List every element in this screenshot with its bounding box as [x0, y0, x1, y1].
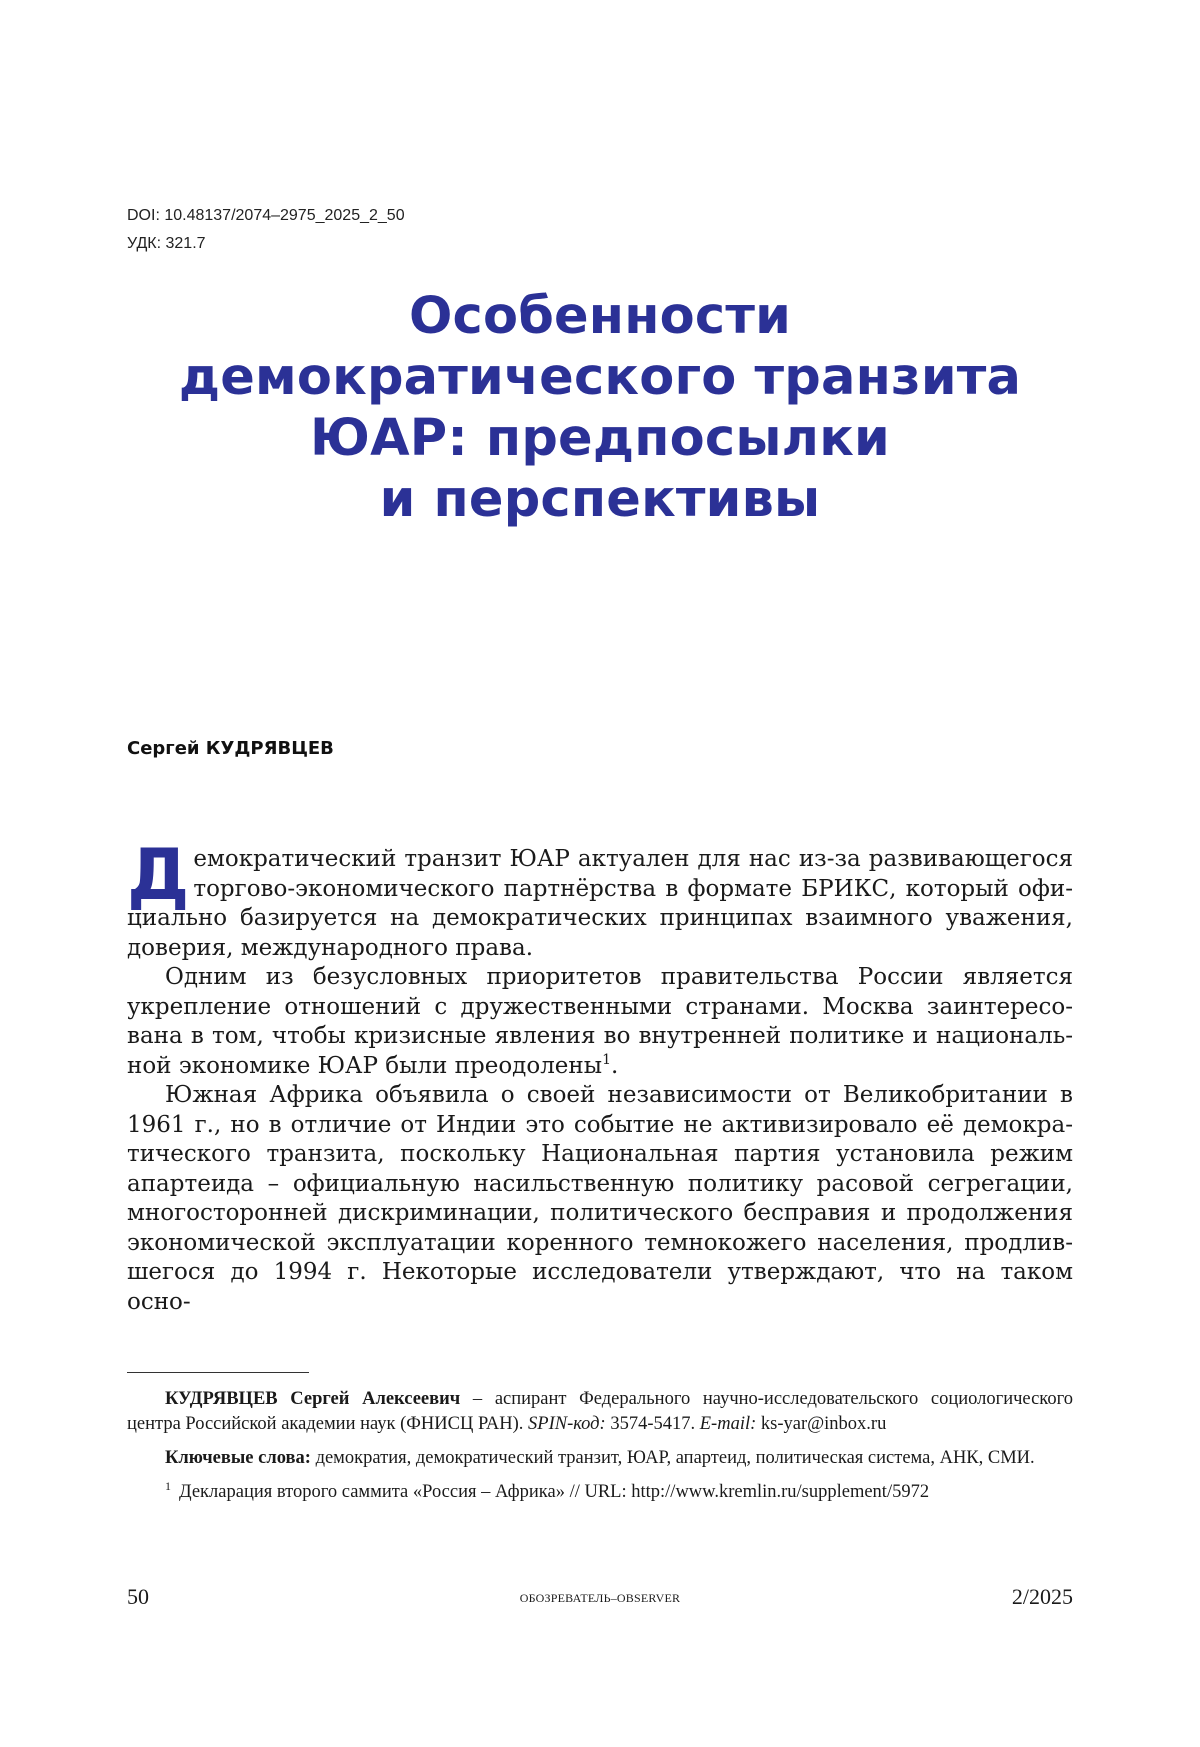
title-line: демократического транзита	[127, 347, 1073, 408]
paragraph	[127, 963, 1073, 1081]
udk: УДК: 321.7	[127, 235, 206, 253]
drop-cap: Д	[127, 848, 189, 902]
paragraph-end: .	[611, 1053, 618, 1079]
paragraph-text: Южная Африка объявила о своей независимости от Великобритании в 1961 г., но в отличие от Индии это событие не активизировало её демокра­тического транзита, поскольку Национальная партия установила режим апартеида – официальную насильственную политику расовой сегрегации, многосторонней дискриминации, политического бесправия и продолжения экономической эксплуатации коренного темнокожего населения, продлив­шегося до 1994 г. Некоторые исследователи утверждают, что на таком осно-	[127, 1082, 1073, 1315]
title-line: Особенности	[127, 286, 1073, 347]
paragraph	[127, 1081, 1073, 1317]
footnote-number: 1	[165, 1479, 171, 1493]
paragraph-text: Одним из безусловных приоритетов правительства России является укрепление отношений с дружественными странами. Москва заинтересо­вана в том, чтобы кризисные явления во внутренней политике и националь­ной экономике ЮАР были преодолены	[127, 964, 1073, 1079]
paragraph-text: емократический транзит ЮАР актуален для нас из-за развивающегося торгово-экономического партнёрства в формате БРИКС, который офи­циально базируется на демократических принципах взаимного уважения, доверия, международного права.	[127, 846, 1073, 961]
author-affiliation: – аспирант Федерального научно-исследовательского социо­логического центра Российской академии наук (ФНИСЦ РАН).	[127, 1389, 1073, 1434]
author-full-name: КУДРЯВЦЕВ Сергей Алексеевич	[165, 1389, 460, 1409]
title-line: и перспективы	[127, 469, 1073, 530]
author-info	[127, 1387, 1073, 1437]
keywords-label: Ключевые слова:	[165, 1448, 311, 1468]
article-body	[127, 845, 1073, 1317]
footnote-reference[interactable]: 1	[602, 1052, 611, 1068]
page-footer	[127, 1584, 1073, 1614]
email-label: E-mail:	[700, 1414, 757, 1434]
keywords-list: демократия, демократический транзит, ЮАР, апартеид, политическая система, АНК, СМИ.	[311, 1448, 1035, 1468]
footnote-text[interactable]: Декларация второго саммита «Россия – Африка» // URL: http://www.kremlin.ru/supplement/5972	[179, 1482, 929, 1502]
doi: DOI: 10.48137/2074–2975_2025_2_50	[127, 207, 405, 225]
spin-code: 3574-5417.	[606, 1414, 700, 1434]
email-address[interactable]: ks-yar@inbox.ru	[756, 1414, 886, 1434]
title-line: ЮАР: предпосылки	[127, 408, 1073, 469]
footnote	[127, 1480, 1073, 1505]
paragraph	[127, 845, 1073, 963]
page-number: 50	[127, 1584, 149, 1610]
author-name: Сергей КУДРЯВЦЕВ	[127, 738, 334, 759]
notes-section	[127, 1387, 1073, 1514]
article-title	[127, 286, 1073, 530]
keywords	[127, 1446, 1073, 1471]
issue-number: 2/2025	[1012, 1584, 1073, 1610]
journal-name: ОБОЗРЕВАТЕЛЬ–OBSERVER	[127, 1591, 1073, 1606]
spin-label: SPIN-код:	[528, 1414, 606, 1434]
footnote-divider	[127, 1372, 309, 1373]
